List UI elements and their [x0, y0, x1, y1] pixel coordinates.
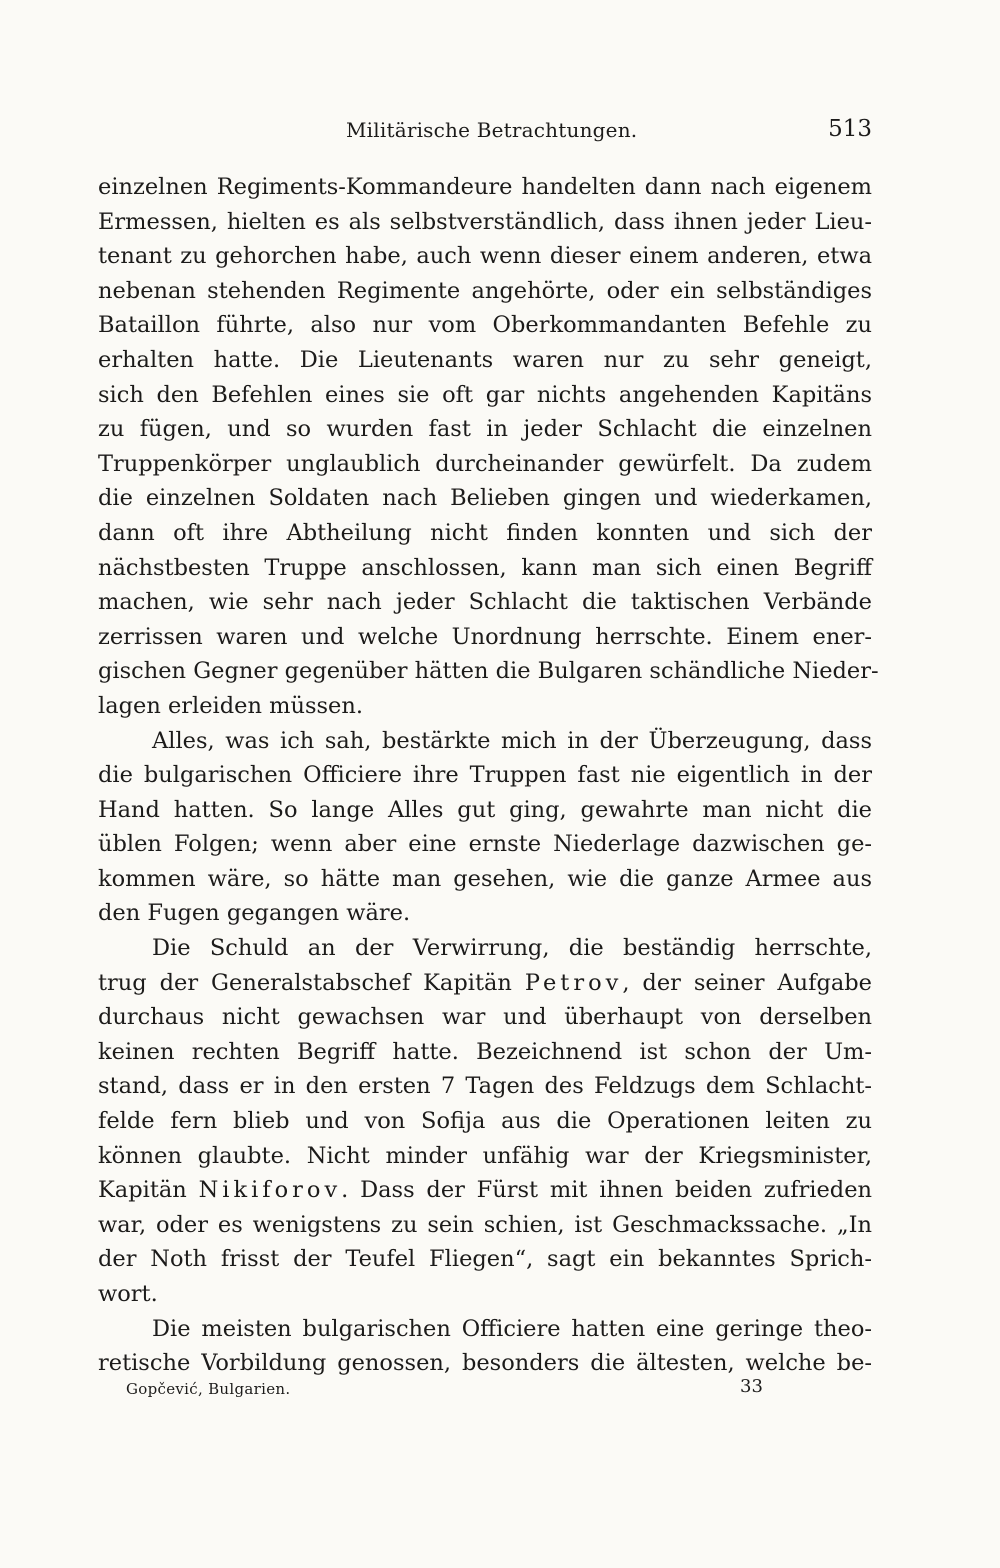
- body-text: [98, 170, 879, 1381]
- text-line: die bulgarischen Officiere ihre Truppen fast nie eigentlich in der: [98, 762, 872, 789]
- text-segment: Kapitän: [98, 1177, 187, 1204]
- text-line: [98, 1173, 872, 1208]
- text-line: felde fern blieb und von Sofija aus die Operationen leiten zu: [98, 1108, 872, 1135]
- text-line: sich den Befehlen eines sie oft gar nichts angehenden Kapitäns: [98, 381, 872, 408]
- text-line: üblen Folgen; wenn aber eine ernste Niederlage dazwischen ge-: [98, 831, 872, 858]
- text-line: [98, 966, 872, 1001]
- page-number: 513: [828, 116, 872, 142]
- page-header: [98, 112, 872, 148]
- text-line: erhalten hatte. Die Lieutenants waren nur zu sehr geneigt,: [98, 346, 872, 373]
- text-line: kommen wäre, so hätte man gesehen, wie die ganze Armee aus: [98, 865, 872, 892]
- text-line: die einzelnen Soldaten nach Belieben gingen und wiederkamen,: [98, 485, 872, 512]
- text-line: keinen rechten Begriff hatte. Bezeichnend ist schon der Um-: [98, 1038, 872, 1065]
- text-line: Truppenkörper unglaublich durcheinander gewürfelt. Da zudem: [98, 450, 872, 477]
- text-line: Ermessen, hielten es als selbstverständlich, dass ihnen jeder Lieu-: [98, 208, 872, 235]
- text-line: lagen erleiden müssen.: [98, 692, 363, 719]
- text-line: durchaus nicht gewachsen war und überhaupt von derselben: [98, 1004, 872, 1031]
- running-title: Militärische Betrachtungen.: [346, 118, 638, 142]
- text-line: zu fügen, und so wurden fast in jeder Schlacht die einzelnen: [98, 416, 872, 443]
- text-line: Alles, was ich sah, bestärkte mich in der Überzeugung, dass: [152, 727, 872, 754]
- text-line: machen, wie sehr nach jeder Schlacht die taktischen Verbände: [98, 589, 872, 616]
- text-line: einzelnen Regiments-Kommandeure handelten dann nach eigenem: [98, 174, 872, 200]
- text-line: den Fugen gegangen wäre.: [98, 900, 411, 927]
- text-line: wort.: [98, 1281, 158, 1307]
- text-line: stand, dass er in den ersten 7 Tagen des Feldzugs dem Schlacht-: [98, 1073, 872, 1100]
- person-name-nikiforov: Nikiforov: [198, 1177, 342, 1204]
- text-line: nebenan stehenden Regimente angehörte, oder ein selbständiges: [98, 277, 872, 304]
- text-line: können glaubte. Nicht minder unfähig war der Kriegsminister,: [98, 1142, 872, 1169]
- person-name-petrov: Petrov: [524, 969, 623, 996]
- text-line: Bataillon führte, also nur vom Oberkommandanten Befehle zu: [98, 312, 872, 339]
- signature-mark: 33: [740, 1376, 763, 1397]
- text-line: Die Schuld an der Verwirrung, die beständig herrschte,: [152, 935, 872, 962]
- text-line: Hand hatten. So lange Alles gut ging, gewahrte man nicht die: [98, 796, 872, 823]
- text-line: dann oft ihre Abtheilung nicht finden konnten und sich der: [98, 519, 872, 546]
- text-line: tenant zu gehorchen habe, auch wenn dieser einem anderen, etwa: [98, 243, 872, 270]
- text-line: nächstbesten Truppe anschlossen, kann man sich einen Begriff: [98, 554, 872, 581]
- text-line: Die meisten bulgarischen Officiere hatten eine geringe theo-: [152, 1315, 872, 1342]
- text-segment: , der seiner Aufgabe: [622, 969, 873, 996]
- text-line: gischen Gegner gegenüber hätten die Bulgaren schändliche Nieder-: [98, 658, 879, 685]
- text-segment: . Dass der Fürst mit ihnen beiden zufrieden: [341, 1177, 873, 1204]
- footer-author-title: Gopčević, Bulgarien.: [126, 1380, 291, 1398]
- text-line: zerrissen waren und welche Unordnung herrschte. Einem ener-: [98, 623, 872, 650]
- text-line: war, oder es wenigstens zu sein schien, ist Geschmackssache. „In: [98, 1211, 872, 1238]
- text-line: retische Vorbildung genossen, besonders die ältesten, welche be-: [98, 1350, 872, 1377]
- page-footer: [126, 1376, 766, 1406]
- text-segment: trug der Generalstabschef Kapitän: [98, 969, 512, 996]
- text-line: der Noth frisst der Teufel Fliegen“, sagt ein bekanntes Sprich-: [98, 1246, 872, 1273]
